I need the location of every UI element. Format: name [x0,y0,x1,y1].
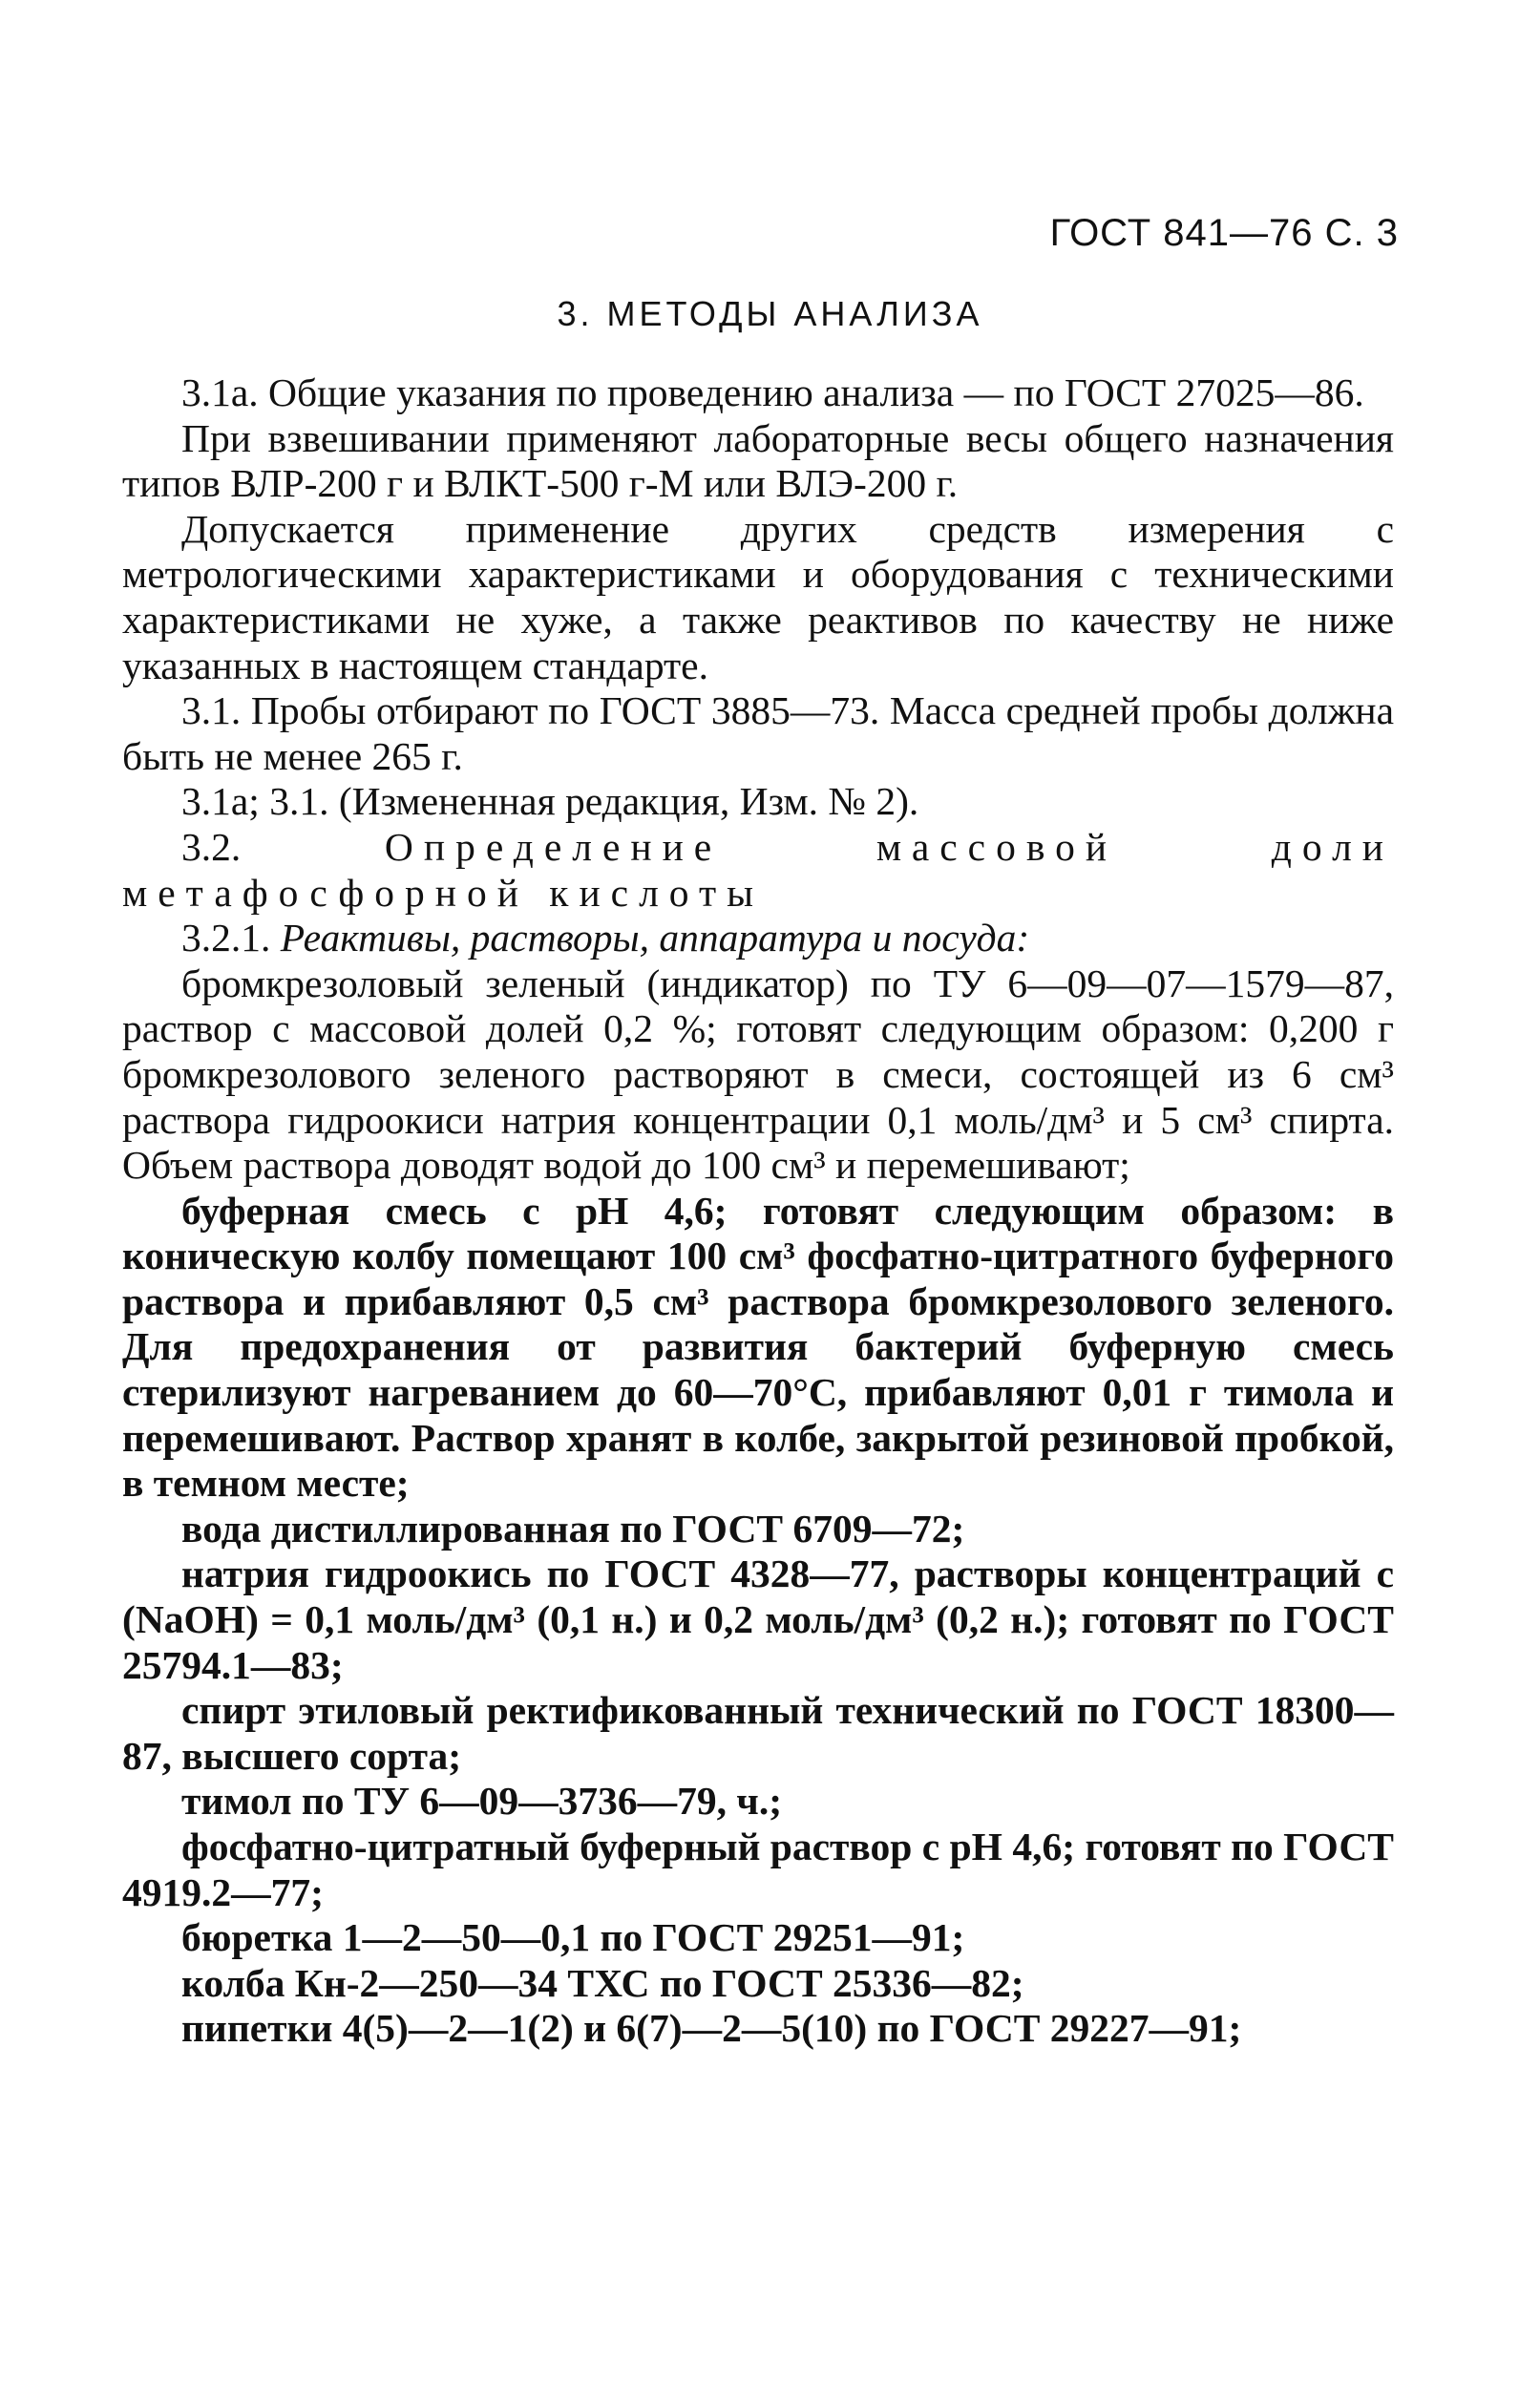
paragraph-3-2 [122,825,1394,916]
paragraph-amendment: 3.1а; 3.1. (Измененная редакция, Изм. № 2). [181,779,919,824]
clause-title-3-2: Определение массовой доли метафосфорной кислоты [122,824,1395,915]
list-item-buffer-mixture: буферная смесь с рН 4,6; готовят следующим образом: в коническую колбу помещают 100 см³ фосфатно-цитратного буферного раствора и прибавляют 0,5 см³ раствора бромкрезолового зеленого. Для предохранения от развития бактерий буферную смесь стерилизуют нагреванием до 60—70°С, прибавляют 0,01 г тимола и перемешивают. Раствор хранят в колбе, закрытой резиновой пробкой, в темном месте; [122,1188,1394,1506]
clause-number-3-2-1: 3.2.1. [181,916,271,960]
paragraph-3-2-1 [122,916,1394,961]
paragraph-allowed-instruments: Допускается применение других средств измерения с метрологическими характеристиками и оборудования с техническими характеристиками не хуже, а также реактивов по качеству не ниже указанных в настоящем стандарте. [122,506,1394,687]
section-title: 3. МЕТОДЫ АНАЛИЗА [557,294,983,333]
list-item-burette: бюретка 1—2—50—0,1 по ГОСТ 29251—91; [181,1915,965,1960]
list-item-flask: колба Кн-2—250—34 ТХС по ГОСТ 25336—82; [181,1960,1024,2005]
clause-number-3-2: 3.2. [181,824,242,869]
list-item-ethyl-spirit: спирт этиловый ректификованный технический по ГОСТ 18300—87, высшего сорта; [122,1688,1394,1778]
standard-header: ГОСТ 841—76 С. 3 [1049,212,1399,254]
list-item-indicator: бромкрезоловый зеленый (индикатор) по ТУ 6—09—07—1579—87, раствор с массовой долей 0,2 %; готовят следующим образом: 0,200 г бромкрезолового зеленого растворяют в смеси, состоящей из 6 см³ раствора гидроокиси натрия концентрации 0,1 моль/дм³ и 5 см³ спирта. Объем раствора доводят водой до 100 см³ и перемешивают; [122,960,1394,1188]
list-item-sodium-hydroxide: натрия гидроокись по ГОСТ 4328—77, растворы концентраций с (NaOH) = 0,1 моль/дм³ (0,1 н.) и 0,2 моль/дм³ (0,2 н.); готовят по ГОСТ 25794.1—83; [122,1551,1394,1687]
clause-title-3-2-1: Реактивы, растворы, аппаратура и посуда: [280,916,1030,960]
list-item-distilled-water: вода дистиллированная по ГОСТ 6709—72; [181,1506,965,1551]
list-item-phosphate-buffer: фосфатно-цитратный буферный раствор с рН 4,6; готовят по ГОСТ 4919.2—77; [122,1825,1394,1914]
list-item-pipettes: пипетки 4(5)—2—1(2) и 6(7)—2—5(10) по ГОСТ 29227—91; [181,2006,1242,2051]
list-item-thymol: тимол по ТУ 6—09—3736—79, ч.; [181,1779,783,1824]
document-body [122,370,1394,2052]
paragraph-weighing: При взвешивании применяют лабораторные весы общего назначения типов ВЛР-200 г и ВЛКТ-500 г-М или ВЛЭ-200 г. [122,415,1394,506]
paragraph-3-1a: 3.1а. Общие указания по проведению анализа — по ГОСТ 27025—86. [181,370,1364,414]
paragraph-3-1-sampling: 3.1. Пробы отбирают по ГОСТ 3885—73. Масса средней пробы должна быть не менее 265 г. [122,688,1394,778]
